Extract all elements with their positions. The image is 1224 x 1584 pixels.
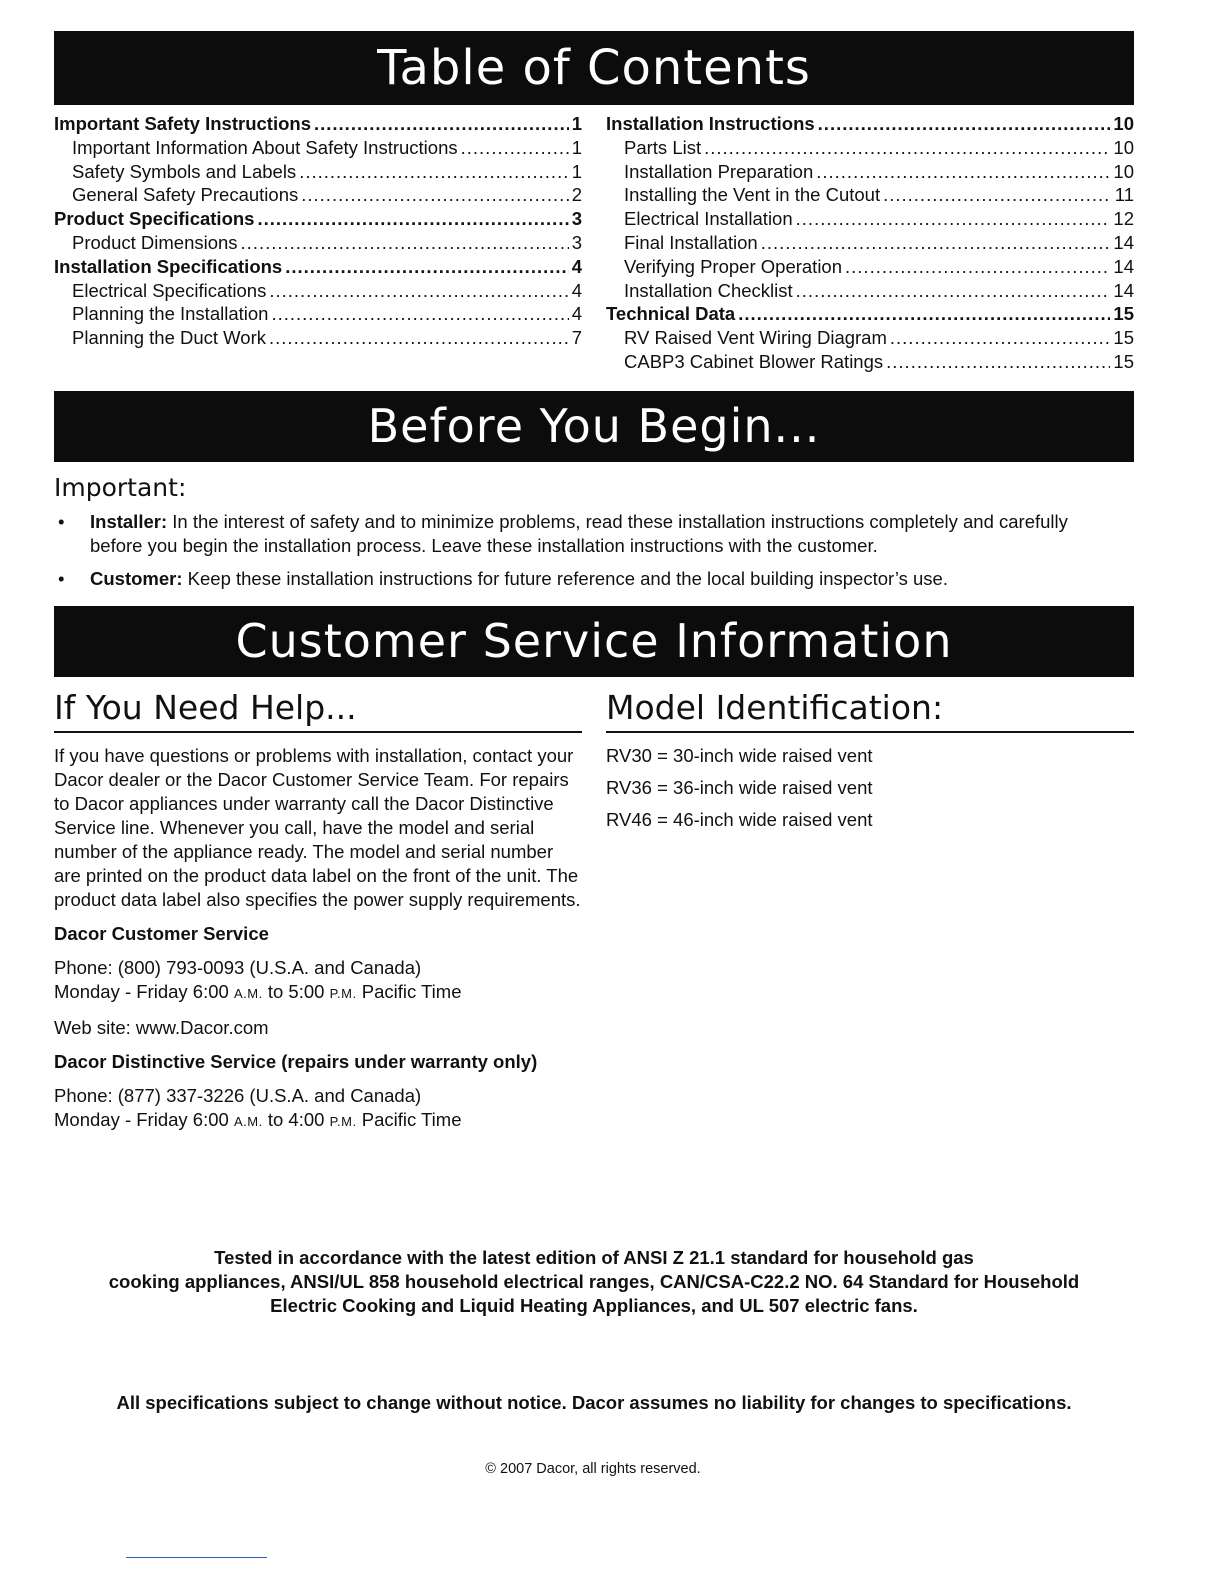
toc-leader bbox=[816, 160, 1110, 184]
toc-leader bbox=[704, 136, 1110, 160]
toc-leader bbox=[886, 350, 1110, 374]
toc-entry-label: Important Information About Safety Instructions bbox=[72, 136, 458, 158]
toc-entry-page: 3 bbox=[571, 208, 582, 230]
ds-hours bbox=[54, 1109, 461, 1130]
toc-leader bbox=[299, 160, 569, 184]
toc-entry-page: 4 bbox=[571, 279, 582, 301]
toc-entry-page: 11 bbox=[1114, 184, 1134, 206]
cs-hours bbox=[54, 981, 461, 1002]
toc-entry[interactable] bbox=[54, 302, 582, 326]
toc-leader bbox=[269, 279, 568, 303]
cs-hours-start: Monday - Friday 6:00 bbox=[54, 981, 234, 1002]
copyright: © 2007 Dacor, all rights reserved. bbox=[485, 1461, 701, 1477]
am-label: A.M. bbox=[233, 986, 263, 1001]
important-heading: Important: bbox=[54, 473, 187, 502]
timezone-label: Pacific Time bbox=[356, 1109, 462, 1130]
standards-line: cooking appliances, ANSI/UL 858 household electrical ranges, CAN/CSA-C22.2 NO. 64 Standard for Household bbox=[108, 1271, 1080, 1292]
customer-text: Keep these installation instructions for future reference and the local building inspector’s use. bbox=[182, 568, 948, 589]
toc-entry-page: 14 bbox=[1113, 231, 1134, 253]
standards-line: Tested in accordance with the latest edition of ANSI Z 21.1 standard for household gas bbox=[214, 1247, 974, 1268]
toc-entry-page: 4 bbox=[571, 303, 582, 325]
toc-entry[interactable] bbox=[606, 350, 1134, 374]
toc-entry-page: 14 bbox=[1113, 279, 1134, 301]
toc-entry-label: Installing the Vent in the Cutout bbox=[624, 184, 881, 206]
toc-entry[interactable] bbox=[54, 279, 582, 303]
installer-text: In the interest of safety and to minimize problems, read these installation instructions completely and carefully before you begin the installation process. Leave these installation instructions with the customer. bbox=[90, 511, 1068, 556]
to-label: to bbox=[262, 1109, 289, 1130]
toc-entry-label: Planning the Duct Work bbox=[72, 327, 267, 349]
toc-leader bbox=[761, 231, 1111, 255]
toc-entry-label: CABP3 Cabinet Blower Ratings bbox=[624, 350, 884, 372]
timezone-label: Pacific Time bbox=[356, 981, 462, 1002]
toc-entry[interactable] bbox=[606, 279, 1134, 303]
website[interactable]: Web site: www.Dacor.com bbox=[54, 1017, 269, 1038]
toc-entry-page: 7 bbox=[571, 327, 582, 349]
pm-label: P.M. bbox=[329, 986, 357, 1001]
disclaimer: All specifications subject to change without notice. Dacor assumes no liability for changes to specifications. bbox=[116, 1392, 1072, 1413]
installer-label: Installer: bbox=[90, 511, 168, 532]
toc-leader bbox=[241, 231, 569, 255]
toc-entry-label: Installation Checklist bbox=[624, 279, 793, 301]
cs-heading: Dacor Customer Service bbox=[54, 923, 269, 944]
toc-leader bbox=[271, 302, 568, 326]
help-heading: If You Need Help... bbox=[54, 688, 357, 727]
toc-entry[interactable] bbox=[606, 207, 1134, 231]
toc-entry-label: Product Dimensions bbox=[72, 231, 238, 253]
standards-line: Electric Cooking and Liquid Heating Appliances, and UL 507 electric fans. bbox=[270, 1295, 918, 1316]
ds-hours-end: 4:00 bbox=[288, 1109, 330, 1130]
toc-entry-label: Electrical Specifications bbox=[72, 279, 267, 301]
model-heading-rule bbox=[606, 731, 1134, 733]
ds-phone: Phone: (877) 337-3226 (U.S.A. and Canada) bbox=[54, 1085, 422, 1106]
toc-leader bbox=[257, 207, 568, 231]
toc-entry-page: 4 bbox=[571, 255, 582, 277]
model-item: RV30 = 30-inch wide raised vent bbox=[606, 745, 873, 766]
toc-title: Table of Contents bbox=[377, 40, 811, 96]
help-paragraph: If you have questions or problems with installation, contact your Dacor dealer or the Dacor Customer Service Team. For repairs to Dacor appliances under warranty call the Dacor Distinctive Service line. Whenever you call, have the model and serial number of the appliance ready. The model and serial number are printed on the product data label on the front of the unit. The product data label also specifies the power supply requirements. bbox=[54, 745, 581, 910]
to-label: to bbox=[262, 981, 289, 1002]
toc-entry[interactable] bbox=[54, 183, 582, 207]
toc-left-column bbox=[54, 112, 582, 350]
toc-leader bbox=[796, 207, 1111, 231]
cs-hours-end: 5:00 bbox=[288, 981, 330, 1002]
bullet-marker: • bbox=[58, 511, 65, 532]
model-list bbox=[606, 744, 1134, 840]
toc-entry[interactable] bbox=[606, 255, 1134, 279]
toc-entry-page: 15 bbox=[1113, 350, 1134, 372]
toc-entry[interactable] bbox=[606, 136, 1134, 160]
toc-entry-page: 3 bbox=[571, 231, 582, 253]
toc-entry[interactable] bbox=[54, 207, 582, 231]
toc-leader bbox=[890, 326, 1111, 350]
customer-label: Customer: bbox=[90, 568, 183, 589]
toc-entry-page: 14 bbox=[1113, 255, 1134, 277]
model-heading: Model Identification: bbox=[606, 688, 944, 727]
toc-entry[interactable] bbox=[606, 160, 1134, 184]
bullet-customer bbox=[54, 567, 1124, 591]
toc-entry-page: 10 bbox=[1113, 160, 1134, 182]
toc-entry-label: Planning the Installation bbox=[72, 303, 269, 325]
cs-contact bbox=[54, 956, 584, 1006]
toc-leader bbox=[818, 112, 1111, 136]
am-label: A.M. bbox=[233, 1114, 263, 1129]
before-title: Before You Begin... bbox=[367, 399, 821, 453]
toc-entry-label: Parts List bbox=[624, 136, 702, 158]
important-bullet-list bbox=[54, 510, 1124, 600]
standards-note bbox=[54, 1246, 1134, 1318]
toc-leader bbox=[301, 183, 568, 207]
toc-leader bbox=[461, 136, 569, 160]
toc-entry-label: Verifying Proper Operation bbox=[624, 255, 843, 277]
toc-banner bbox=[54, 31, 1134, 105]
toc-entry-label: Installation Instructions bbox=[606, 113, 815, 134]
before-banner bbox=[54, 391, 1134, 462]
toc-entry-page: 10 bbox=[1113, 113, 1134, 134]
toc-entry-page: 1 bbox=[571, 160, 582, 182]
toc-entry-label: Technical Data bbox=[606, 303, 736, 325]
toc-entry-page: 15 bbox=[1113, 327, 1134, 349]
toc-entry-label: Installation Specifications bbox=[54, 255, 283, 277]
toc-entry-label: Electrical Installation bbox=[624, 208, 793, 230]
decorative-blue-line bbox=[126, 1557, 267, 1558]
toc-leader bbox=[883, 183, 1112, 207]
toc-entry-label: Safety Symbols and Labels bbox=[72, 160, 297, 182]
toc-entry[interactable] bbox=[54, 326, 582, 350]
cs-phone: Phone: (800) 793-0093 (U.S.A. and Canada) bbox=[54, 957, 422, 978]
toc-entry[interactable] bbox=[606, 183, 1134, 207]
model-item: RV46 = 46-inch wide raised vent bbox=[606, 809, 873, 830]
toc-entry-label: RV Raised Vent Wiring Diagram bbox=[624, 327, 887, 349]
toc-right-column bbox=[606, 112, 1134, 374]
service-title: Customer Service Information bbox=[235, 614, 953, 668]
toc-entry[interactable] bbox=[54, 112, 582, 136]
toc-entry[interactable] bbox=[606, 231, 1134, 255]
toc-entry-label: Final Installation bbox=[624, 231, 758, 253]
toc-entry[interactable] bbox=[606, 112, 1134, 136]
toc-leader bbox=[269, 326, 569, 350]
ds-heading: Dacor Distinctive Service (repairs under warranty only) bbox=[54, 1051, 538, 1072]
toc-leader bbox=[738, 302, 1110, 326]
toc-entry[interactable] bbox=[54, 136, 582, 160]
ds-contact bbox=[54, 1084, 584, 1134]
toc-entry-page: 10 bbox=[1113, 136, 1134, 158]
toc-entry-page: 1 bbox=[571, 113, 582, 134]
toc-entry-page: 2 bbox=[571, 184, 582, 206]
toc-leader bbox=[845, 255, 1110, 279]
bullet-marker: • bbox=[58, 568, 65, 589]
service-banner bbox=[54, 606, 1134, 677]
toc-entry-page: 12 bbox=[1113, 208, 1134, 230]
toc-entry[interactable] bbox=[54, 160, 582, 184]
toc-entry-label: Product Specifications bbox=[54, 208, 255, 230]
bullet-installer bbox=[54, 510, 1124, 558]
toc-entry-label: Installation Preparation bbox=[624, 160, 814, 182]
help-column bbox=[54, 744, 584, 1144]
toc-entry-page: 15 bbox=[1113, 303, 1134, 325]
toc-leader bbox=[285, 255, 568, 279]
pm-label: P.M. bbox=[329, 1114, 357, 1129]
toc-entry-label: General Safety Precautions bbox=[72, 184, 299, 206]
toc-entry[interactable] bbox=[606, 326, 1134, 350]
toc-leader bbox=[796, 279, 1111, 303]
model-item: RV36 = 36-inch wide raised vent bbox=[606, 777, 873, 798]
toc-entry-label: Important Safety Instructions bbox=[54, 113, 311, 134]
ds-hours-start: Monday - Friday 6:00 bbox=[54, 1109, 234, 1130]
toc-entry[interactable] bbox=[54, 255, 582, 279]
toc-leader bbox=[314, 112, 569, 136]
toc-entry[interactable] bbox=[606, 302, 1134, 326]
help-heading-rule bbox=[54, 731, 582, 733]
toc-entry[interactable] bbox=[54, 231, 582, 255]
toc-entry-page: 1 bbox=[571, 136, 582, 158]
